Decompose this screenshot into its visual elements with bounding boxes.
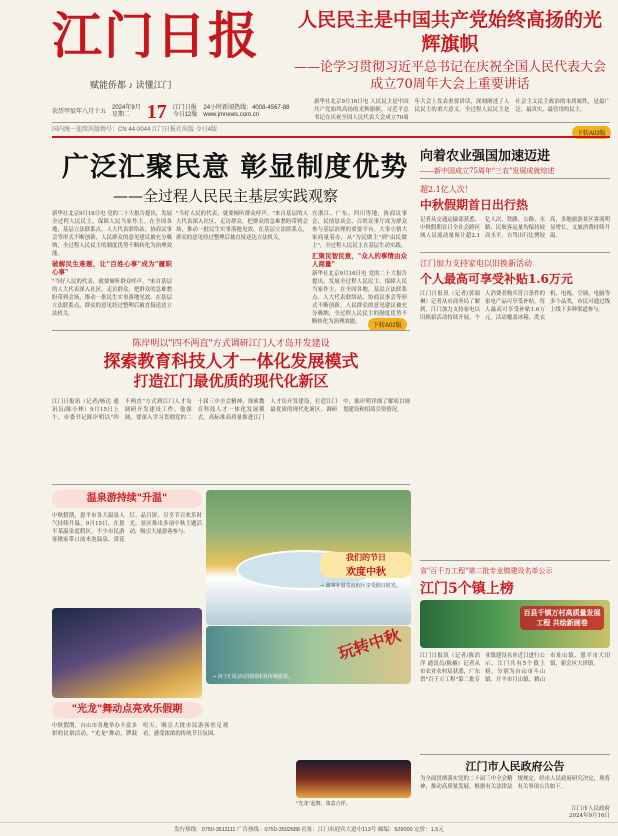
town-kicker: 省"百千万工程"第二批专业镇建设名单公示: [420, 567, 553, 575]
lead-body-col2: "当好人民的代表，就要倾听群众呼声。"来自基层的人大代表深入社区、走访群众，把群众的急难愁盼带到会场，推动一批民生实事落地见效。在基层立法联系点，群众的意见经过整理后被直接送达立法机关。: [176, 211, 308, 241]
news-hotline: 24小时新闻热线：4008-4567-88: [203, 105, 290, 111]
education-story[interactable]: [52, 336, 410, 391]
photo-festival-2: [206, 626, 411, 684]
holiday-kicker: 超2.1亿人次！: [420, 185, 473, 194]
education-title-1[interactable]: 探索教育科技人才一体化发展模式: [103, 352, 359, 372]
lead-body: 新华社北京9月16日电 党的二十大报告提出，发展全过程人民民主，保障人民当家作主。在全国各地，基层立法联系点、人大代表联络站、协商议事会等形式不断创新，人民群众的意见建议被充分吸纳，全过程人民民主的制度优势不断转化为治理效能。 破解民生难题，让"百姓心事"成为"履职心事" "当好人民的代表，就要倾听群众呼声。"来自基层的人大代表深入社区、走访群众，把群众的急难愁盼带到会场，推动一批民生实事落地见效。在基层立法联系点，群众的意见经过整理后被直接送达立法机关。: [52, 211, 172, 317]
festival-tag: [320, 552, 412, 578]
notice-signature: 江门市人民政府 2024年9月16日: [569, 806, 610, 819]
lunar-date: 农历甲辰年八月十五: [52, 108, 107, 115]
issue-info: [52, 100, 302, 124]
photo2-label: 玩转中秋: [335, 626, 403, 664]
masthead: [0, 0, 618, 100]
top-story-subtitle: ——论学习贯彻习近平总书记在庆祝全国人民代表大会成立70周年大会上重要讲话: [293, 60, 606, 92]
education-title-2[interactable]: 打造江门最优质的现代化新区: [133, 372, 329, 390]
divider: [420, 560, 610, 561]
masthead-slogan: 赋能侨都 ♪ 读懂江门: [90, 80, 172, 90]
lead-subhead-1: 破解民生难题，让"百姓心事"成为"履职心事": [52, 260, 172, 276]
subsidy-body: 江门日报讯（记者/黄瑞琳）记者从市商务局了解到，江门加力支持家电以旧换新活动持续开展。个人消费者购买符合条件的家电产品可享受补贴，每人最高可享受补贴1.6万元。活动覆盖冰箱、洗衣机、电视、空调、电脑等多个品类，市民可通过线上线下多种渠道参与。: [420, 291, 610, 321]
issue-day: 17: [146, 100, 167, 123]
subsidy-title[interactable]: 个人最高可享受补贴1.6万元: [420, 272, 573, 286]
festival-tag-1: 我们的节日: [346, 552, 386, 562]
holiday-title[interactable]: 中秋假期首日出行热: [420, 198, 529, 212]
divider: [420, 178, 610, 179]
top-story-body: 新华社北京9月16日电 人民民主是中国共产党始终高扬的光辉旗帜。习近平总书记在庆祝全国人民代表大会成立70周年大会上发表重要讲话，深刻阐述了人民民主的重大意义。全过程人民民主是社会主义民主政治的本质属性，是最广泛、最真实、最管用的民主。: [314, 99, 610, 121]
photo-lantern: [52, 608, 202, 698]
dance-body: 中秋假期，台山市各地举办丰富多彩的民俗活动。"光龙"舞动，锣鼓喧天，吸引大批市民游客驻足观看，感受浓浓的传统节日氛围。: [52, 723, 228, 737]
subsidy-kicker: 江门加力支持家电以旧换新活动: [420, 259, 532, 268]
notice-title[interactable]: 江门市人民政府公告: [465, 760, 565, 773]
continue-badge-a03[interactable]: 下转A03版: [572, 126, 611, 139]
education-body: 江门日报讯（记者/杨达 通讯员/陈小林）9月15日上午，市委书记陈岸明以"四不两直"方式到江门人才岛调研开发建设工作。他强调，要深入学习贯彻党的二十届三中全会精神，探索教育科技人才一体化发展模式，高标准高质量推进江门人才岛开发建设，打造江门最优质的现代化新区。调研中，陈岸明详细了解项目规划建设和招商引资情况。: [52, 399, 410, 421]
divider: [420, 252, 610, 253]
divider: [52, 136, 610, 138]
top-story-title[interactable]: 人民民主是中国共产党始终高扬的光辉旗帜: [297, 9, 602, 55]
footer: 发行热线：0750-3511111 广告热线：0750-3502688 社址：江门市迎宾大道中113号 邮编：529000 定价：1.5元: [0, 822, 618, 836]
issue-pages: 今日12版: [172, 112, 198, 118]
divider: [420, 754, 610, 755]
photo-caption-2: → 孩子们在活动现场体验传统游戏。: [212, 674, 293, 680]
agri-subtitle: ——新中国成立75周年"三农"发展成就综述: [420, 167, 555, 175]
education-kicker: 陈岸明以"四不两直"方式调研江门人才岛开发建设: [132, 339, 330, 349]
dance-caption: "光龙"起舞，寓意吉祥。: [296, 801, 351, 807]
notice-body: 为全面贯彻落实党的二十届三中全会精神，推动高质量发展，根据有关法律法规规定，经市人民政府研究决定，现将有关事项公告如下。: [420, 776, 610, 790]
agri-title[interactable]: 向着农业强国加速迈进: [420, 149, 551, 164]
festival-head[interactable]: 温泉游持续"升温": [52, 490, 202, 508]
photo-dragon: [296, 760, 411, 798]
lead-title[interactable]: 广泛汇聚民意 彰显制度优势: [62, 152, 409, 183]
divider: [52, 330, 410, 331]
festival-tag-2: 欢度中秋: [346, 567, 386, 578]
issue-date: 2024年9月: [112, 105, 141, 111]
photo-town: [420, 600, 610, 648]
holiday-body: 记者从交通运输部获悉，中秋假期首日全社会跨区域人员流动量预计超2.1亿人次，铁路、公路、水路、民航客运量均保持较高水平。自驾出行比例较高，多地旅游景区客流明显增长，文旅消费持续升温。: [420, 217, 610, 239]
festival-body: 中秋假期，恩平市各大温泉人气持续升温。9月15日，在恩平某温泉度假区，不少市民游客携家带口前来泡温泉、赏花灯、品月饼，尽享节日欢乐时光。景区推出多项中秋主题活动，吸引大量游客参与。: [52, 513, 202, 543]
issue-paper: 江门日报: [172, 105, 197, 111]
town-body: 江门日报讯（记者/陈浩洋 通讯员/陈楠）记者从市农业农村局获悉，广东省"百千万工程"第二批专业镇建设名单近日进行公示，江门共有5个镇上榜，分别为台山市斗山镇、开平市月山镇、鹤山市址山镇、恩平市大田镇、新会区大泽镇。: [420, 653, 610, 683]
photo-caption-1: → 游客在温泉度假区享受假日时光。: [320, 583, 401, 589]
top-story[interactable]: [290, 8, 610, 93]
lead-subhead-2: 汇聚民智民意，"众人的事情由众人商量": [312, 252, 407, 268]
agri-story[interactable]: [420, 145, 610, 176]
divider: [52, 122, 610, 123]
dance-head[interactable]: "光龙"舞动点亮欢乐假期: [52, 702, 202, 718]
town-title[interactable]: 江门5个镇上榜: [420, 581, 514, 597]
town-badge: 百县千镇万村高质量发展工程 共绘新画卷: [520, 606, 604, 630]
lead-body-col3: 在浙江、广东、四川等地，协商议事会、民情恳谈会、百姓议事厅成为群众参与基层治理的重要平台。大事小情大家商量着办，从"为民做主"到"由民做主"，全过程人民民主在基层生动实践。 汇聚民智民意，"众人的事情由众人商量" 新华社北京9月16日电 党的二十大报告提出，发展全过程人民民主，保障人民当家作主。在全国各地，基层立法联系点、人大代表联络站、协商议事会等形式不断创新，人民群众的意见建议被充分吸纳，全过程人民民主的制度优势不断转化为治理效能。: [312, 211, 407, 325]
publication-number: 国内统一连续出版物号：CN 44-0044 江门日报社出版 今日4版: [52, 127, 218, 133]
website[interactable]: www.jmnews.com.cn: [203, 112, 260, 118]
subsidy-story[interactable]: [420, 258, 610, 386]
town-story[interactable]: [420, 566, 610, 598]
issue-weekday: 星期二: [112, 112, 131, 118]
lead-subtitle: ——全过程人民民主基层实践观察: [113, 187, 339, 205]
newspaper-logo: 江门日报: [52, 6, 260, 65]
continue-badge-a02[interactable]: 下转A02版: [368, 318, 407, 331]
divider: [52, 484, 410, 485]
